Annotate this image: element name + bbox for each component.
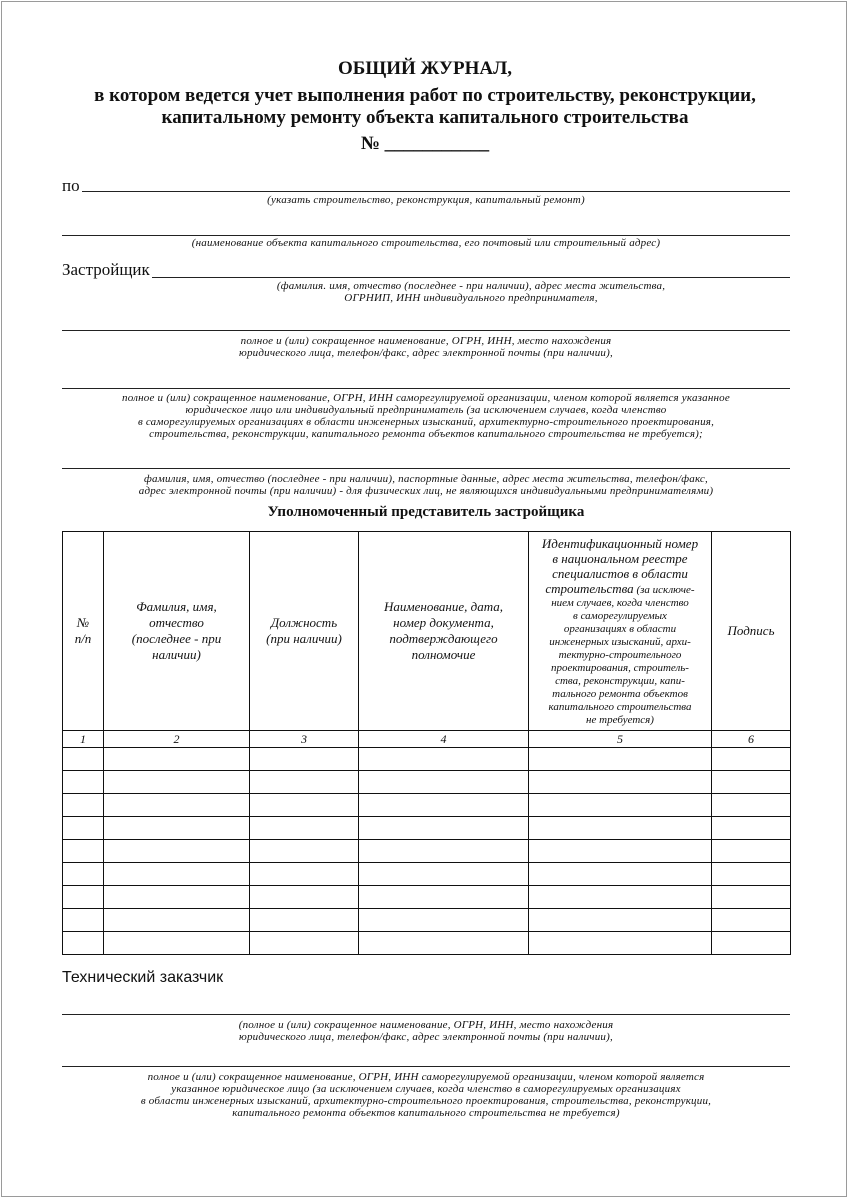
- header-registry-line-10: проектирования, строитель-: [551, 661, 689, 674]
- legal-caption-2: юридического лица, телефон/факс, адрес электронной почты (при наличии),: [239, 347, 613, 359]
- header-position: [250, 532, 359, 731]
- cell[interactable]: [63, 817, 104, 840]
- cell[interactable]: [712, 794, 791, 817]
- cell[interactable]: [529, 840, 712, 863]
- header-full-name-line-1: Фамилия, имя,: [136, 599, 217, 614]
- cell[interactable]: [359, 932, 529, 955]
- journal-subtitle-line-1: в котором ведется учет выполнения работ по строительству, реконструкции,: [94, 85, 756, 106]
- header-document-line-2: номер документа,: [393, 615, 494, 630]
- cell[interactable]: [104, 794, 250, 817]
- column-number-1: 1: [63, 731, 104, 748]
- table-row: [63, 909, 791, 932]
- column-number-4: 4: [359, 731, 529, 748]
- column-number-6: 6: [712, 731, 791, 748]
- tech-customer-caption-2: юридического лица, телефон/факс, адрес электронной почты (при наличии),: [239, 1031, 613, 1043]
- table-row: [63, 817, 791, 840]
- table-row: [63, 863, 791, 886]
- cell[interactable]: [359, 909, 529, 932]
- cell[interactable]: [529, 817, 712, 840]
- header-registry-line-5: нием случаев, когда членство: [551, 596, 689, 609]
- header-registry-line-13: капитального строительства: [548, 700, 692, 713]
- po-label: по: [62, 176, 80, 195]
- sro-caption-1: полное и (или) сокращенное наименование, ОГРН, ИНН саморегулируемой организации, членом которой является указанное: [122, 392, 730, 404]
- person-caption-1: фамилия, имя, отчество (последнее - при наличии), паспортные данные, адрес места жительства, телефон/факс,: [144, 473, 708, 485]
- tech-customer-line[interactable]: [62, 1014, 790, 1015]
- cell[interactable]: [63, 771, 104, 794]
- header-registry-line-8: инженерных изысканий, архи-: [549, 635, 691, 648]
- column-number-5: 5: [529, 731, 712, 748]
- cell[interactable]: [104, 840, 250, 863]
- cell[interactable]: [104, 771, 250, 794]
- cell[interactable]: [712, 771, 791, 794]
- representative-title: Уполномоченный представитель застройщика: [267, 504, 585, 520]
- header-signature: [712, 532, 791, 731]
- cell[interactable]: [359, 863, 529, 886]
- header-registry-id: [529, 532, 712, 731]
- tech-sro-caption-3: в области инженерных изысканий, архитектурно-строительного проектирования, строительства, реконструкции,: [140, 1095, 712, 1107]
- column-number-3: 3: [250, 731, 359, 748]
- tech-sro-caption-2: указанное юридическое лицо (за исключением случаев, когда членство в саморегулируемых организациях: [171, 1083, 681, 1095]
- person-caption-2: адрес электронной почты (при наличии) - для физических лиц, не являющихся индивидуальными предпринимателями): [138, 485, 714, 497]
- tech-customer-sro-line[interactable]: [62, 1066, 790, 1067]
- table-row: [63, 794, 791, 817]
- cell[interactable]: [63, 886, 104, 909]
- cell[interactable]: [104, 748, 250, 771]
- journal-number: № ___________: [360, 133, 490, 154]
- cell[interactable]: [529, 863, 712, 886]
- header-registry-line-1: Идентификационный номер: [541, 535, 699, 551]
- cell[interactable]: [250, 771, 359, 794]
- cell[interactable]: [250, 886, 359, 909]
- cell[interactable]: [63, 932, 104, 955]
- representative-table: [62, 531, 791, 955]
- cell[interactable]: [104, 863, 250, 886]
- header-registry-line-14: не требуется): [586, 713, 654, 726]
- header-number: [63, 532, 104, 731]
- header-signature-label: Подпись: [727, 623, 775, 638]
- cell[interactable]: [529, 886, 712, 909]
- object-line[interactable]: [62, 235, 790, 236]
- cell[interactable]: [250, 863, 359, 886]
- header-full-name: [104, 532, 250, 731]
- cell[interactable]: [63, 863, 104, 886]
- header-position-line-2: (при наличии): [266, 631, 342, 646]
- cell[interactable]: [359, 886, 529, 909]
- column-number-2: 2: [104, 731, 250, 748]
- cell[interactable]: [63, 794, 104, 817]
- cell[interactable]: [250, 909, 359, 932]
- header-registry-line-3: специалистов в области: [552, 565, 688, 581]
- developer-caption-1: (фамилия. имя, отчество (последнее - при наличии), адрес места жительства,: [276, 280, 666, 292]
- cell[interactable]: [104, 817, 250, 840]
- header-registry-line-6: в саморегулируемых: [573, 609, 667, 622]
- cell[interactable]: [712, 817, 791, 840]
- header-full-name-line-3: (последнее - при: [131, 631, 222, 646]
- header-registry-line-4: [532, 581, 708, 597]
- cell[interactable]: [712, 886, 791, 909]
- cell[interactable]: [104, 886, 250, 909]
- cell[interactable]: [359, 794, 529, 817]
- cell[interactable]: [712, 932, 791, 955]
- table-row: [63, 771, 791, 794]
- developer-label: Застройщик: [62, 260, 150, 279]
- developer-line[interactable]: [152, 277, 790, 278]
- column-number-row: [63, 731, 791, 748]
- cell[interactable]: [529, 794, 712, 817]
- cell[interactable]: [104, 909, 250, 932]
- header-number-line-1: №: [76, 615, 90, 630]
- object-caption: (наименование объекта капитального строительства, его почтовый или строительный адрес): [191, 237, 661, 249]
- cell[interactable]: [712, 909, 791, 932]
- table-row: [63, 748, 791, 771]
- header-full-name-line-2: отчество: [149, 615, 204, 630]
- sro-caption-4: строительства, реконструкции, капитального ремонта объектов капитального строительства не требуется);: [149, 428, 703, 440]
- table-row: [63, 840, 791, 863]
- cell[interactable]: [712, 840, 791, 863]
- tech-sro-caption-1: полное и (или) сокращенное наименование, ОГРН, ИНН саморегулируемой организации, членом которой является: [147, 1071, 705, 1083]
- cell[interactable]: [359, 771, 529, 794]
- cell[interactable]: [712, 863, 791, 886]
- cell[interactable]: [63, 748, 104, 771]
- header-registry-line-11: ства, реконструкции, капи-: [555, 674, 685, 687]
- cell[interactable]: [359, 840, 529, 863]
- legal-caption-1: полное и (или) сокращенное наименование, ОГРН, ИНН, место нахождения: [240, 335, 612, 347]
- sro-caption-3: в саморегулируемых организациях в области инженерных изысканий, архитектурно-строительного проектирования,: [137, 416, 715, 428]
- cell[interactable]: [104, 932, 250, 955]
- cell[interactable]: [250, 817, 359, 840]
- header-registry-exception: (за исключе-: [636, 583, 695, 596]
- header-document-line-1: Наименование, дата,: [383, 599, 504, 614]
- tech-customer-label: Технический заказчик: [62, 969, 224, 986]
- table-row: [63, 886, 791, 909]
- tech-customer-caption-1: (полное и (или) сокращенное наименование, ОГРН, ИНН, место нахождения: [238, 1019, 614, 1031]
- cell[interactable]: [529, 748, 712, 771]
- cell[interactable]: [250, 748, 359, 771]
- header-position-line-1: Должность: [270, 615, 338, 630]
- header-registry-word: строительства: [545, 580, 634, 596]
- cell[interactable]: [359, 748, 529, 771]
- legal-entity-line[interactable]: [62, 330, 790, 331]
- table-row: [63, 932, 791, 955]
- table-header-row: [63, 532, 791, 731]
- header-registry-line-2: в национальном реестре: [552, 550, 688, 566]
- cell[interactable]: [250, 840, 359, 863]
- cell[interactable]: [63, 840, 104, 863]
- po-line[interactable]: [82, 191, 790, 192]
- po-caption: (указать строительство, реконструкция, капитальный ремонт): [267, 194, 585, 206]
- individual-line[interactable]: [62, 468, 790, 469]
- developer-caption-2: ОГРНИП, ИНН индивидуального предпринимателя,: [344, 292, 598, 304]
- sro-caption-2: юридическое лицо или индивидуальный предприниматель (за исключением случаев, когда членство: [185, 404, 667, 416]
- cell[interactable]: [712, 748, 791, 771]
- cell[interactable]: [529, 909, 712, 932]
- journal-subtitle-line-2: капитальному ремонту объекта капитального строительства: [161, 107, 689, 128]
- cell[interactable]: [63, 909, 104, 932]
- cell[interactable]: [529, 771, 712, 794]
- journal-title: ОБЩИЙ ЖУРНАЛ,: [338, 58, 512, 79]
- header-registry-line-12: тального ремонта объектов: [552, 687, 688, 700]
- tech-sro-caption-4: капитального ремонта объектов капитального строительства не требуется): [232, 1107, 620, 1119]
- header-registry-line-9: тектурно-строительного: [558, 648, 682, 661]
- header-registry-line-7: организациях в области: [563, 622, 677, 635]
- cell[interactable]: [529, 932, 712, 955]
- sro-line[interactable]: [62, 388, 790, 389]
- header-full-name-line-4: наличии): [152, 647, 201, 662]
- header-number-line-2: п/п: [74, 631, 92, 646]
- cell[interactable]: [359, 817, 529, 840]
- header-document-line-3: подтверждающего: [389, 631, 498, 646]
- header-document-line-4: полномочие: [411, 647, 476, 662]
- header-document: [359, 532, 529, 731]
- cell[interactable]: [250, 932, 359, 955]
- cell[interactable]: [250, 794, 359, 817]
